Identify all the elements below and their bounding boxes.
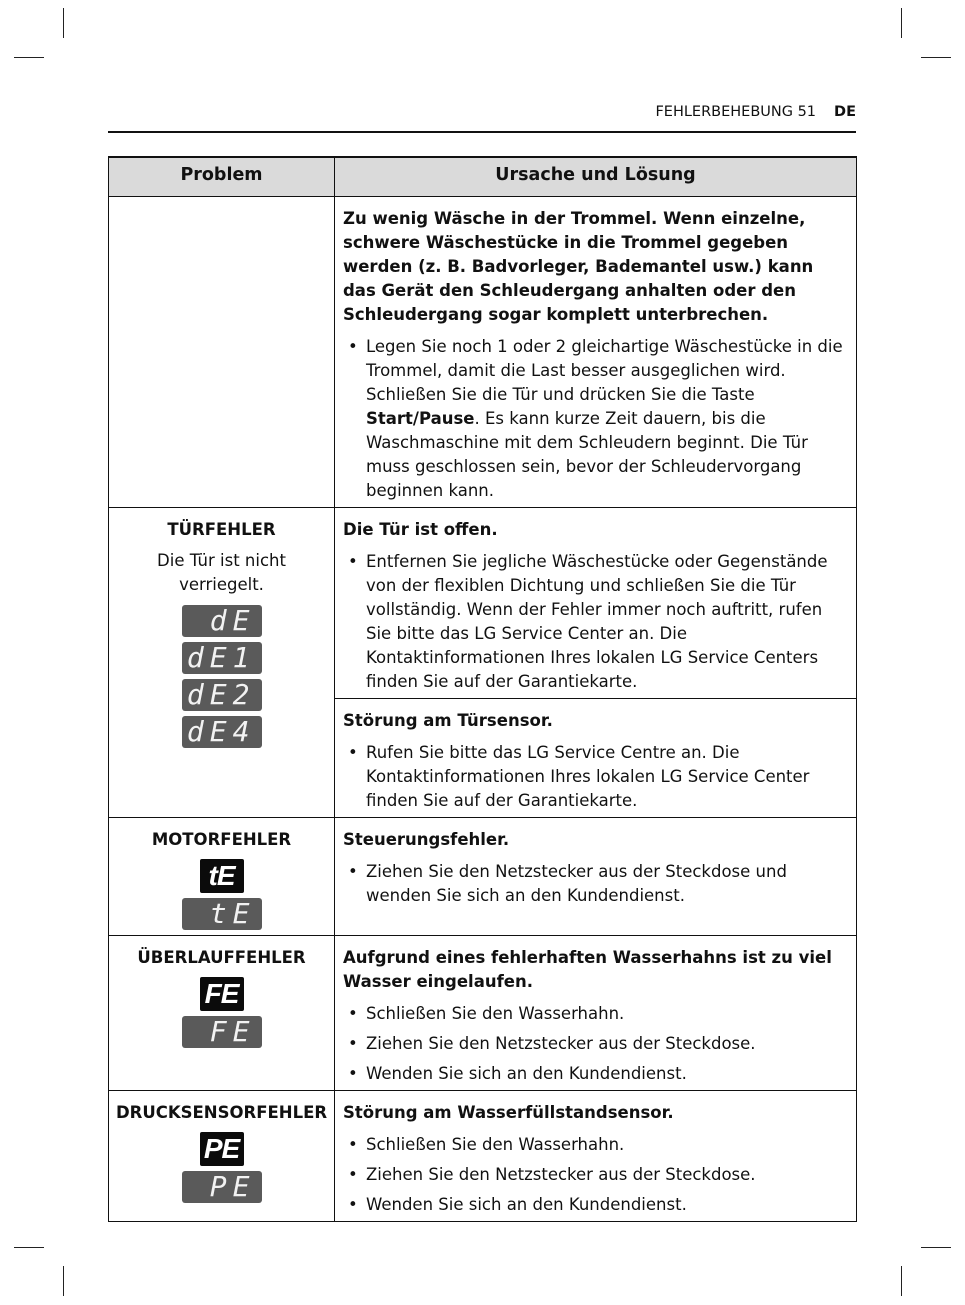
solution-cell <box>335 936 857 1091</box>
error-code-group <box>109 977 334 1048</box>
section-title: FEHLERBEHEBUNG 51 <box>655 104 817 120</box>
solution-cell <box>335 197 857 508</box>
crop-mark <box>901 1266 902 1296</box>
problem-cell <box>109 936 335 1091</box>
problem-title: TÜRFEHLER <box>167 520 276 539</box>
table-row <box>109 508 857 699</box>
problem-title: DRUCKSENSORFEHLER <box>115 1103 328 1122</box>
list-item: • Ziehen Sie den Netzstecker aus der Steckdose und wenden Sie sich an den Kundendienst. <box>343 860 848 908</box>
crop-mark <box>921 57 951 58</box>
cause-title: Störung am Türsensor. <box>343 711 553 730</box>
list-item: • Entfernen Sie jegliche Wäschestücke oder Gegenstände von der flexiblen Dichtung und schließen Sie die Tür vollständig. Wenn der Fehler immer noch auftritt, rufen Sie bitte das LG Service Center an. Die Kontaktinformationen Ihres lokalen LG Service Centers finden Sie auf der Garantiekarte. <box>343 550 848 694</box>
error-code-group <box>109 859 334 930</box>
page-header <box>108 104 856 126</box>
column-header-solution: Ursache und Lösung <box>335 157 857 197</box>
error-code-badge: tE <box>200 859 244 893</box>
cause-title: Störung am Wasserfüllstandsensor. <box>343 1103 674 1122</box>
list-item: • Rufen Sie bitte das LG Service Centre an. Die Kontaktinformationen Ihres lokalen LG Service Center finden Sie auf der Garantiekarte. <box>343 741 848 813</box>
error-code-badge: PE <box>200 1132 244 1166</box>
solution-text: . Es kann kurze Zeit dauern, bis die Waschmaschine mit dem Schleudern beginnt. Die Tür muss geschlossen sein, bevor der Schleudervorgang beginnen kann. <box>366 409 808 500</box>
cause-title: Steuerungsfehler. <box>343 830 510 849</box>
crop-mark <box>14 57 44 58</box>
table-row <box>109 1091 857 1222</box>
lcd-error-code: tE <box>182 898 262 930</box>
table-header-row <box>109 157 857 197</box>
table-row <box>109 936 857 1091</box>
table-row <box>109 197 857 508</box>
solution-cell <box>335 818 857 936</box>
list-item: • Wenden Sie sich an den Kundendienst. <box>343 1193 848 1217</box>
error-code-group <box>109 605 334 748</box>
lcd-error-code: dE <box>182 605 262 637</box>
solution-cell <box>335 508 857 699</box>
solution-list <box>343 860 848 908</box>
table-row <box>109 818 857 936</box>
cause-title: Die Tür ist offen. <box>343 520 498 539</box>
crop-mark <box>63 8 64 38</box>
list-item: • Schließen Sie den Wasserhahn. <box>343 1002 848 1026</box>
solution-list <box>343 1133 848 1217</box>
solution-list <box>343 550 848 694</box>
lcd-error-code: dE2 <box>182 679 262 711</box>
cause-title: Aufgrund eines fehlerhaften Wasserhahns ist zu viel Wasser eingelaufen. <box>343 948 832 991</box>
list-item <box>343 335 848 503</box>
solution-list <box>343 1002 848 1086</box>
error-code-badge: FE <box>200 977 244 1011</box>
lcd-error-code: FE <box>182 1016 262 1048</box>
solution-text: Legen Sie noch 1 oder 2 gleichartige Wäschestücke in die Trommel, damit die Last besser ausgeglichen wird. Schließen Sie die Tür und drücken Sie die Taste <box>366 337 843 404</box>
solution-cell <box>335 1091 857 1222</box>
list-item: • Schließen Sie den Wasserhahn. <box>343 1133 848 1157</box>
solution-list <box>343 335 848 503</box>
list-item: • Ziehen Sie den Netzstecker aus der Steckdose. <box>343 1163 848 1187</box>
problem-cell <box>109 818 335 936</box>
lcd-error-code: PE <box>182 1171 262 1203</box>
crop-mark <box>921 1247 951 1248</box>
list-item: • Ziehen Sie den Netzstecker aus der Steckdose. <box>343 1032 848 1056</box>
crop-mark <box>901 8 902 38</box>
lcd-error-code: dE1 <box>182 642 262 674</box>
problem-cell <box>109 1091 335 1222</box>
header-rule <box>108 131 856 133</box>
crop-mark <box>63 1266 64 1296</box>
problem-cell <box>109 197 335 508</box>
column-header-problem: Problem <box>109 157 335 197</box>
problem-title: MOTORFEHLER <box>151 830 292 849</box>
language-tag: DE <box>834 104 856 120</box>
lcd-error-code: dE4 <box>182 716 262 748</box>
solution-list <box>343 741 848 813</box>
cause-title: Zu wenig Wäsche in der Trommel. Wenn einzelne, schwere Wäschestücke in die Trommel gegeben werden (z. B. Badvorleger, Bademantel usw.) kann das Gerät den Schleudergang anhalten oder den Schleudergang sogar komplett unterbrechen. <box>343 209 814 324</box>
solution-cell <box>335 699 857 818</box>
error-code-group <box>109 1132 334 1203</box>
problem-cell <box>109 508 335 818</box>
problem-title: ÜBERLAUFFEHLER <box>137 948 306 967</box>
list-item: • Wenden Sie sich an den Kundendienst. <box>343 1062 848 1086</box>
troubleshooting-table <box>108 156 857 1222</box>
crop-mark <box>14 1247 44 1248</box>
problem-description: Die Tür ist nicht verriegelt. <box>157 551 286 594</box>
button-reference: Start/Pause <box>366 409 475 428</box>
